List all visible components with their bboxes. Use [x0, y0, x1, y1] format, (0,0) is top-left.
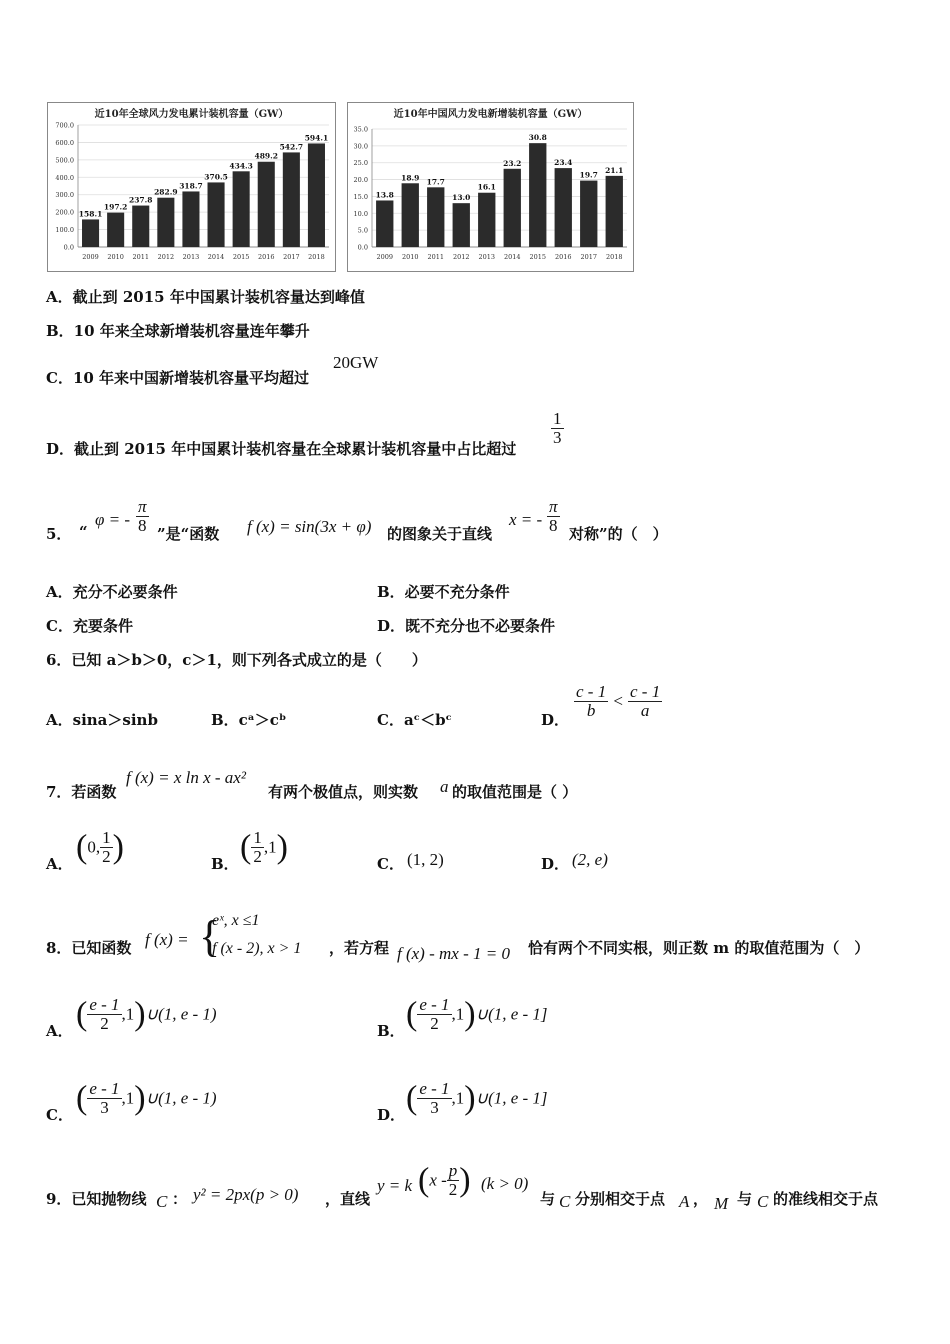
x-tick-label: 2011 [132, 253, 150, 261]
data-label: 13.0 [452, 193, 471, 203]
x-tick-label: 2018 [308, 253, 325, 261]
q7-mid: 有两个极值点，则实数 [268, 783, 419, 801]
q5-function: f (x) = sin(3x + φ) [247, 517, 372, 536]
q5-mid2: 的图象关于直线 [387, 525, 493, 543]
bar-2015 [233, 171, 250, 247]
chart-china-new [347, 102, 634, 272]
q8-option-d-label: D． [377, 1106, 406, 1124]
x-tick-label: 2012 [157, 253, 175, 261]
data-label: 17.7 [426, 177, 445, 187]
q6-option-d-label: D． [541, 711, 570, 729]
q5-option-b: B．必要不充分条件 [377, 583, 510, 601]
y-tick-label: 100.0 [55, 226, 74, 235]
q7-option-d-expr: (2, e) [572, 850, 608, 869]
bar-2012 [157, 198, 174, 247]
q6-option-a: A．sina＞sinb [46, 711, 158, 729]
q9-C3: C [757, 1192, 769, 1211]
y-tick-label: 0.0 [63, 243, 74, 252]
x-tick-label: 2016 [257, 253, 275, 261]
bar-2018 [606, 176, 623, 247]
chart-title: 近10年全球风力发电累计装机容量（GW） [94, 109, 289, 120]
data-label: 318.7 [179, 181, 203, 191]
x-tick-label: 2018 [605, 253, 623, 261]
q5-option-c: C．充要条件 [46, 617, 133, 635]
q8-option-b-expr: ( $\frac{e - 1}{2}$ ,1)∪(1, e - 1] [406, 995, 548, 1033]
y-tick-label: 10.0 [353, 209, 368, 218]
x-tick-label: 2013 [182, 253, 200, 261]
bar-2016 [555, 168, 572, 247]
q8-option-b-label: B． [377, 1022, 405, 1040]
q9-line-paren: (x - $\frac{p}{2}$ ) [418, 1161, 471, 1199]
y-tick-label: 200.0 [55, 208, 74, 217]
q9-mid: ，直线 [325, 1190, 371, 1208]
q9-comma: ， [693, 1190, 709, 1208]
q4-option-a: A．截止到 2015 年中国累计装机容量达到峰值 [46, 288, 365, 306]
q7-option-c-label: C． [377, 855, 404, 873]
q6-stem: 6．已知 a＞b＞0，c＞1，则下列各式成立的是（ ） [46, 651, 427, 669]
q8-equation: f (x) - mx - 1 = 0 [397, 944, 510, 963]
q7-end: 的取值范围是（ ） [452, 783, 578, 801]
q5-phi: φ = - [95, 510, 131, 529]
q9-C: C [156, 1192, 168, 1211]
y-tick-label: 600.0 [55, 138, 74, 147]
bar-2014 [504, 169, 521, 247]
q9-mid2: 与 [540, 1190, 556, 1208]
q7-var: a [440, 777, 449, 796]
bar-2017 [580, 181, 597, 247]
q7-prefix: 7．若函数 [46, 783, 117, 801]
y-tick-label: 0.0 [357, 243, 368, 252]
q5-pi-over-8: $\frac{\pi}{8}$ [138, 497, 147, 535]
bar-2016 [258, 162, 275, 247]
q8-option-a-label: A． [46, 1022, 73, 1040]
q5-pi-over-8-b: $\frac{\pi}{8}$ [549, 497, 558, 535]
q9-parabola: y² = 2px(p > 0) [193, 1185, 299, 1204]
data-label: 594.1 [304, 133, 329, 143]
bar-2013 [478, 193, 495, 247]
bar-2010 [107, 213, 124, 247]
q8-brace: { [199, 912, 221, 961]
q6-option-c: C．aᶜ＜bᶜ [377, 711, 452, 729]
x-tick-label: 2014 [207, 253, 225, 261]
q4-option-c: C．10 年来中国新增装机容量平均超过 [46, 369, 310, 387]
x-tick-label: 2017 [283, 253, 300, 261]
x-tick-label: 2017 [580, 253, 598, 261]
data-label: 21.1 [605, 165, 624, 175]
x-tick-label: 2012 [452, 253, 470, 261]
bar-2010 [402, 183, 419, 247]
q4-option-d-fraction: $\frac{1}{3}$ [553, 409, 562, 447]
data-label: 370.5 [204, 172, 228, 182]
data-label: 30.8 [528, 133, 547, 143]
q4-option-d: D．截止到 2015 年中国累计装机容量在全球累计装机容量中占比超过 [46, 440, 517, 458]
data-label: 434.3 [229, 161, 253, 171]
q7-option-a-expr: (0, $\frac{1}{2}$ ) [76, 828, 124, 866]
q8-fx: f (x) = [145, 930, 189, 949]
q7-option-c-expr: (1, 2) [407, 850, 444, 869]
q8-mid: ，若方程 [329, 939, 390, 957]
q8-case2: f (x - 2), x > 1 [212, 940, 302, 957]
q9-mid4: 与 [737, 1190, 753, 1208]
x-tick-label: 2014 [503, 253, 521, 261]
data-label: 13.8 [375, 190, 394, 200]
y-tick-label: 300.0 [55, 191, 74, 200]
data-label: 16.1 [477, 182, 496, 192]
data-label: 158.1 [78, 209, 103, 219]
data-label: 489.2 [254, 151, 278, 161]
q5-x-eq: x = - [509, 510, 543, 529]
y-tick-label: 700.0 [55, 121, 74, 130]
y-tick-label: 5.0 [357, 226, 368, 235]
q8-option-d-expr: ( $\frac{e - 1}{3}$ ,1)∪(1, e - 1] [406, 1079, 548, 1117]
q9-end: 的准线相交于点 [773, 1190, 879, 1208]
chart-global-cumulative-svg [48, 103, 335, 271]
bar-2018 [308, 143, 325, 247]
data-label: 237.8 [129, 195, 153, 205]
q8-option-c-expr: ( $\frac{e - 1}{3}$ ,1)∪(1, e - 1) [76, 1079, 217, 1117]
data-label: 18.9 [401, 173, 420, 183]
q9-prefix: 9．已知抛物线 [46, 1190, 147, 1208]
bar-2012 [453, 203, 470, 247]
bar-2017 [283, 152, 300, 247]
q5-option-a: A．充分不必要条件 [46, 583, 178, 601]
bar-2009 [82, 219, 99, 247]
x-tick-label: 2009 [82, 253, 99, 261]
y-tick-label: 15.0 [353, 192, 368, 201]
bar-2011 [427, 187, 444, 247]
x-tick-label: 2009 [376, 253, 394, 261]
q7-option-a-label: A． [46, 855, 73, 873]
q9-C2: C [559, 1192, 571, 1211]
x-tick-label: 2015 [529, 253, 547, 261]
x-tick-label: 2013 [478, 253, 496, 261]
q5-mid: ”是“函数 [157, 525, 220, 543]
x-tick-label: 2015 [232, 253, 250, 261]
q5-quote-open: “ [79, 523, 88, 541]
y-tick-label: 500.0 [55, 156, 74, 165]
q9-line: y = k [377, 1176, 413, 1195]
data-label: 282.9 [154, 187, 178, 197]
x-tick-label: 2016 [554, 253, 572, 261]
q5-option-d: D．既不充分也不必要条件 [377, 617, 556, 635]
q4-option-c-math: 20GW [333, 353, 379, 372]
chart-china-new-svg [348, 103, 633, 271]
q9-mid3: 分别相交于点 [575, 1190, 666, 1208]
y-tick-label: 35.0 [353, 125, 368, 134]
y-tick-label: 20.0 [353, 176, 368, 185]
q6-option-d-expr: $\frac{c - 1}{b}$ < $\frac{c - 1}{a}$ [576, 682, 661, 720]
x-tick-label: 2011 [427, 253, 445, 261]
data-label: 197.2 [103, 202, 128, 212]
q8-end: 恰有两个不同实根，则正数 m 的取值范围为（ ） [528, 939, 870, 957]
q4-option-b: B．10 年来全球新增装机容量连年攀升 [46, 322, 310, 340]
q9-k-condition: (k > 0) [481, 1174, 529, 1193]
chart-global-cumulative [47, 102, 336, 272]
q8-case1: eˣ, x ≤1 [212, 912, 260, 929]
q7-function: f (x) = x ln x - ax² [126, 768, 246, 787]
q9-A: A [679, 1192, 690, 1211]
q9-M: M [714, 1194, 729, 1213]
q5-number: 5． [46, 525, 72, 543]
q9-colon: ： [172, 1190, 188, 1208]
q5-end: 对称”的（ ） [569, 525, 668, 543]
q7-option-d-label: D． [541, 855, 570, 873]
q7-option-b-label: B． [211, 855, 239, 873]
chart-title: 近10年中国风力发电新增装机容量（GW） [393, 109, 588, 120]
q8-option-c-label: C． [46, 1106, 73, 1124]
bar-2014 [208, 182, 225, 247]
y-tick-label: 400.0 [55, 173, 74, 182]
data-label: 542.7 [279, 142, 304, 152]
bar-2011 [132, 206, 149, 247]
q8-option-a-expr: ( $\frac{e - 1}{2}$ ,1)∪(1, e - 1) [76, 995, 217, 1033]
y-tick-label: 30.0 [353, 142, 368, 151]
bar-2009 [376, 200, 393, 247]
y-tick-label: 25.0 [353, 159, 368, 168]
bar-2013 [182, 191, 199, 247]
q6-option-b: B．cᵃ＞cᵇ [211, 711, 287, 729]
data-label: 23.4 [554, 158, 573, 168]
data-label: 19.7 [579, 170, 598, 180]
x-tick-label: 2010 [401, 253, 419, 261]
q7-option-b-expr: ( $\frac{1}{2}$ ,1) [240, 828, 288, 866]
data-label: 23.2 [503, 158, 522, 168]
q8-prefix: 8．已知函数 [46, 939, 132, 957]
bar-2015 [529, 143, 546, 247]
x-tick-label: 2010 [107, 253, 124, 261]
